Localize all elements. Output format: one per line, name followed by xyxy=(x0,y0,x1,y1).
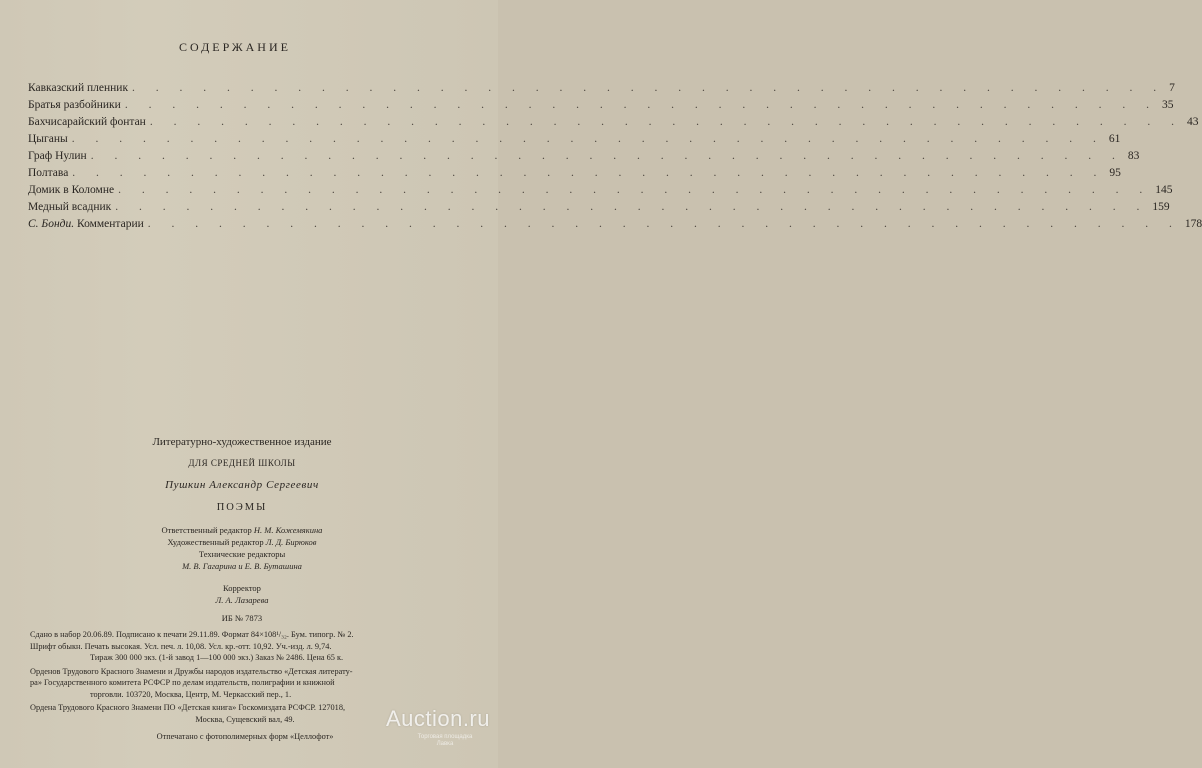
corrector-name: Л. А. Лазарева xyxy=(215,595,269,605)
toc-leader-dots: . . . . . . . . . . . . . . . . . . . . . . . . . . . . . . . . . . . . . . . . . . . . xyxy=(132,82,1166,94)
printing-note: Отпечатано с фотополимерных форм «Целлофот» xyxy=(156,732,334,741)
toc-entry-page: 178 xyxy=(1184,218,1202,230)
toc-entry-title: Медный всадник xyxy=(28,201,112,213)
corrector-label: Корректор xyxy=(223,583,261,593)
toc-leader-dots: . . . . . . . . . . . . . . . . . . . . . . . . . . . . . . . . . . . . . . . . . . . . xyxy=(72,167,1106,179)
toc-entry-author: С. Бонди. xyxy=(28,218,75,230)
editor-name: Н. М. Кожемякина xyxy=(253,525,323,535)
watermark-subtitle xyxy=(400,734,490,748)
auction-watermark: Auction.ru xyxy=(385,706,490,731)
toc-entry-page: 35 xyxy=(1161,99,1174,111)
toc-entry-title: Полтава xyxy=(28,167,69,179)
toc-entry-title xyxy=(28,216,144,233)
toc-entry-page: 7 xyxy=(1169,82,1175,94)
editor-line xyxy=(22,524,462,536)
toc-leader-dots: . . . . . . . . . . . . . . . . . . . . . . . . . . . . . . . . . . . . . . . . . . . . xyxy=(115,201,1149,213)
corrector-block xyxy=(22,582,462,606)
toc-row xyxy=(28,131,1121,148)
toc-row xyxy=(28,114,1199,131)
toc-entry-title: Братья разбойники xyxy=(28,99,121,111)
details-line: Тираж 300 000 экз. (1-й завод 1—100 000 экз.) Заказ № 2486. Цена 65 к. xyxy=(90,653,344,662)
toc-leader-dots: . . . . . . . . . . . . . . . . . . . . . . . . . . . . . . . . . . . . . . . . . . . . xyxy=(71,133,1105,145)
toc-leader-dots: . . . . . . . . . . . . . . . . . . . . . . . . . . . . . . . . . . . . . . . . . . . . xyxy=(124,99,1158,111)
art-editor-line xyxy=(22,536,462,548)
toc-leader-dots: . . . . . . . . . . . . . . . . . . . . . . . . . . . . . . . . . . . . . . . . . . . . xyxy=(90,150,1124,162)
toc-entry-page: 145 xyxy=(1155,184,1173,196)
book-title: ПОЭМЫ xyxy=(216,502,268,513)
toc-row xyxy=(28,182,1173,199)
toc-leader-dots: . . . . . . . . . . . . . . . . . . . . . . . . . . . . . . . . . . . . . . . . . . . . xyxy=(149,116,1183,128)
toc-entry-title: Кавказский пленник xyxy=(28,82,129,94)
table-of-contents xyxy=(28,80,1202,233)
toc-entry-page: 95 xyxy=(1109,167,1121,179)
editors-block xyxy=(22,524,462,572)
edition-type: Литературно-художественное издание xyxy=(152,436,332,448)
details-line: Орденов Трудового Красного Знамени и Дружбы народов издательство «Детская литерату- xyxy=(30,666,353,676)
details-line: Шрифт обыкн. Печать высокая. Усл. печ. л. 10,08. Усл. кр.-отт. 10,92. Уч.-изд. л. 9,74. xyxy=(30,641,332,651)
toc-entry-title: Бахчисарайский фонтан xyxy=(28,116,146,128)
author-name: Пушкин Александр Сергеевич xyxy=(165,479,319,491)
audience-line: ДЛЯ СРЕДНЕЙ ШКОЛЫ xyxy=(188,458,296,468)
toc-row xyxy=(28,97,1174,114)
toc-leader-dots: . . . . . . . . . . . . . . . . . . . . . . . . . . . . . . . . . . . . . . . . . . . . xyxy=(118,184,1152,196)
art-editor-label: Художественный редактор xyxy=(167,537,264,547)
toc-row xyxy=(28,80,1175,97)
details-line: Сдано в набор 20.06.89. Подписано к печати 29.11.89. Формат 84×108¹/₃₂. Бум. типогр. № 2. xyxy=(30,630,354,639)
watermark-sub-line: Торговая площадка xyxy=(417,734,473,740)
watermark-sub-line: Лавка xyxy=(436,741,454,747)
toc-entry-page: 159 xyxy=(1152,201,1170,213)
ib-number: ИБ № 7873 xyxy=(221,613,263,623)
toc-row xyxy=(28,148,1140,165)
toc-entry-title-text: Комментарии xyxy=(76,218,144,230)
toc-title: СОДЕРЖАНИЕ xyxy=(179,40,291,54)
toc-entry-title: Цыганы xyxy=(28,133,68,145)
toc-entry-page: 61 xyxy=(1108,133,1121,145)
toc-entry-page: 43 xyxy=(1186,116,1199,128)
details-line: торговли. 103720, Москва, Центр, М. Черкасский пер., 1. xyxy=(90,689,292,699)
details-line: Ордена Трудового Красного Знамени ПО «Детская книга» Госкомиздата РСФСР. 127018, xyxy=(30,703,346,712)
toc-entry-title: Домик в Коломне xyxy=(28,184,115,196)
toc-leader-dots: . . . . . . . . . . . . . . . . . . . . . . . . . . . . . . . . . . . . . . . . . . . . xyxy=(147,218,1181,230)
toc-row xyxy=(28,199,1170,216)
tech-editors-names: М. В. Гагарина и Е. В. Буташина xyxy=(182,561,302,571)
art-editor-name: Л. Д. Бирюков xyxy=(265,537,317,547)
toc-entry-title: Граф Нулин xyxy=(28,150,87,162)
editor-label: Ответственный редактор xyxy=(161,525,252,535)
details-line: Москва, Сущевский вал, 49. xyxy=(195,714,295,724)
toc-row xyxy=(28,165,1121,182)
tech-editors-label: Технические редакторы xyxy=(198,549,286,559)
toc-row xyxy=(28,216,1202,233)
toc-entry-page: 83 xyxy=(1127,150,1140,162)
details-line: ра» Государственного комитета РСФСР по делам издательств, полиграфии и книжной xyxy=(30,678,335,687)
